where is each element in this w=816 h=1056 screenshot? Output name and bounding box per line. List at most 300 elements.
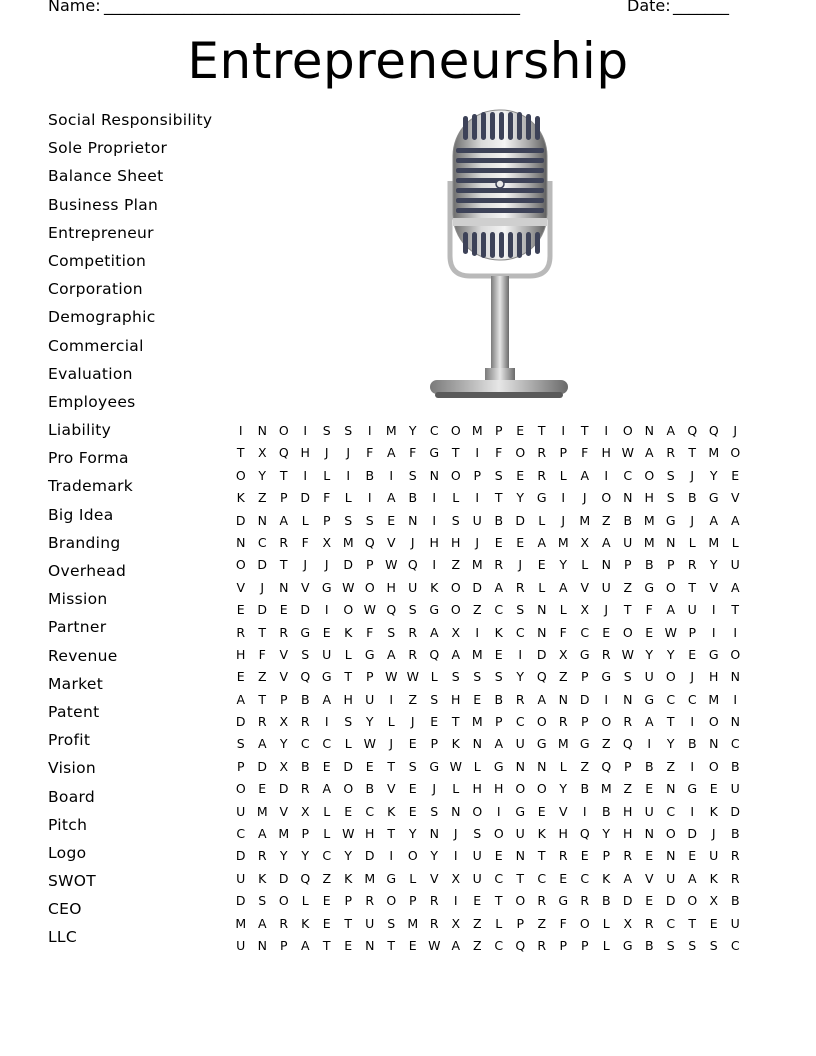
word-list-item: LLC bbox=[48, 928, 77, 947]
word-list-item: Commercial bbox=[48, 336, 144, 355]
grid-letter: T bbox=[623, 602, 632, 618]
grid-letter: Y bbox=[602, 826, 611, 842]
grid-letter: K bbox=[709, 870, 718, 886]
grid-row bbox=[230, 533, 746, 555]
grid-letter: M bbox=[235, 915, 247, 931]
grid-letter: I bbox=[647, 736, 652, 752]
grid-letter: V bbox=[279, 669, 289, 685]
grid-letter: L bbox=[344, 646, 352, 662]
grid-letter: N bbox=[666, 848, 676, 864]
grid-letter: A bbox=[429, 624, 439, 640]
grid-letter: G bbox=[429, 445, 440, 461]
grid-letter: I bbox=[733, 624, 738, 640]
grid-letter: F bbox=[581, 445, 589, 461]
grid-letter: S bbox=[473, 826, 482, 842]
grid-letter: W bbox=[621, 445, 634, 461]
grid-letter: X bbox=[300, 803, 310, 819]
grid-letter: G bbox=[687, 781, 698, 797]
grid-letter: D bbox=[235, 512, 246, 528]
grid-letter: X bbox=[322, 534, 332, 550]
grid-letter: R bbox=[365, 893, 375, 909]
grid-letter: K bbox=[602, 870, 611, 886]
grid-letter: L bbox=[559, 602, 567, 618]
grid-letter: E bbox=[473, 893, 482, 909]
grid-letter: C bbox=[666, 915, 676, 931]
grid-letter: X bbox=[451, 915, 461, 931]
grid-letter: L bbox=[344, 490, 352, 506]
grid-letter: I bbox=[475, 490, 480, 506]
grid-letter: V bbox=[709, 579, 719, 595]
grid-letter: O bbox=[665, 579, 676, 595]
grid-letter: F bbox=[323, 490, 331, 506]
grid-letter: C bbox=[580, 870, 590, 886]
grid-letter: E bbox=[344, 803, 353, 819]
grid-letter: T bbox=[688, 915, 697, 931]
grid-letter: R bbox=[558, 848, 568, 864]
word-list-item: Board bbox=[48, 787, 96, 806]
grid-letter: H bbox=[601, 445, 611, 461]
grid-letter: R bbox=[429, 893, 439, 909]
grid-letter: O bbox=[450, 602, 461, 618]
grid-letter: V bbox=[279, 646, 289, 662]
grid-letter: I bbox=[303, 423, 308, 438]
grid-row bbox=[230, 757, 746, 779]
grid-letter: L bbox=[323, 826, 331, 842]
grid-letter: A bbox=[730, 512, 740, 528]
grid-letter: I bbox=[561, 490, 566, 506]
grid-letter: E bbox=[473, 691, 482, 707]
grid-letter: Z bbox=[257, 490, 267, 506]
grid-letter: U bbox=[365, 691, 375, 707]
grid-letter: D bbox=[300, 490, 311, 506]
grid-letter: D bbox=[364, 848, 375, 864]
grid-letter: X bbox=[451, 870, 461, 886]
grid-letter: B bbox=[494, 512, 504, 528]
grid-letter: Y bbox=[645, 646, 654, 662]
grid-letter: L bbox=[559, 467, 567, 483]
grid-letter: I bbox=[475, 445, 480, 461]
grid-letter: R bbox=[623, 848, 633, 864]
grid-letter: O bbox=[515, 445, 526, 461]
grid-letter: H bbox=[451, 534, 461, 550]
grid-letter: M bbox=[708, 691, 720, 707]
grid-letter: G bbox=[536, 490, 547, 506]
grid-letter: E bbox=[236, 602, 245, 618]
grid-letter: U bbox=[730, 557, 740, 573]
grid-letter: S bbox=[430, 691, 439, 707]
grid-letter: G bbox=[321, 669, 332, 685]
grid-letter: N bbox=[558, 691, 568, 707]
grid-letter: I bbox=[711, 602, 716, 618]
grid-letter: S bbox=[494, 467, 503, 483]
grid-letter: B bbox=[300, 691, 310, 707]
grid-letter: T bbox=[516, 870, 525, 886]
grid-letter: I bbox=[582, 803, 587, 819]
word-list-item: Trademark bbox=[48, 477, 134, 496]
grid-letter: F bbox=[366, 445, 374, 461]
grid-letter: E bbox=[709, 915, 718, 931]
grid-letter: I bbox=[604, 691, 609, 707]
grid-letter: O bbox=[343, 602, 354, 618]
grid-letter: D bbox=[235, 848, 246, 864]
grid-letter: I bbox=[346, 467, 351, 483]
grid-letter: M bbox=[278, 826, 290, 842]
grid-letter: L bbox=[538, 512, 546, 528]
grid-letter: X bbox=[279, 758, 289, 774]
grid-letter: T bbox=[666, 714, 675, 730]
grid-letter: S bbox=[408, 602, 417, 618]
grid-letter: R bbox=[515, 579, 525, 595]
grid-letter: U bbox=[601, 579, 611, 595]
grid-letter: W bbox=[449, 758, 462, 774]
grid-letter: N bbox=[279, 579, 289, 595]
grid-row bbox=[230, 578, 746, 600]
grid-letter: R bbox=[666, 445, 676, 461]
grid-letter: O bbox=[235, 557, 246, 573]
grid-letter: R bbox=[257, 714, 267, 730]
grid-letter: Z bbox=[623, 579, 633, 595]
grid-letter: S bbox=[430, 803, 439, 819]
grid-letter: Q bbox=[708, 423, 719, 438]
grid-letter: H bbox=[429, 534, 439, 550]
grid-letter: A bbox=[709, 512, 719, 528]
grid-letter: E bbox=[408, 803, 417, 819]
grid-letter: R bbox=[300, 781, 310, 797]
grid-row bbox=[230, 421, 746, 443]
grid-letter: W bbox=[385, 669, 398, 685]
grid-letter: X bbox=[709, 893, 719, 909]
grid-letter: Q bbox=[622, 736, 633, 752]
grid-letter: R bbox=[730, 870, 740, 886]
word-list-item: Sole Proprietor bbox=[48, 139, 168, 158]
grid-letter: M bbox=[256, 803, 268, 819]
grid-letter: G bbox=[300, 624, 311, 640]
grid-letter: F bbox=[645, 602, 653, 618]
grid-letter: P bbox=[580, 714, 589, 730]
grid-letter: C bbox=[322, 736, 332, 752]
grid-letter: T bbox=[258, 624, 267, 640]
grid-letter: J bbox=[733, 423, 738, 438]
grid-letter: J bbox=[518, 557, 523, 573]
grid-letter: L bbox=[602, 915, 610, 931]
grid-letter: D bbox=[235, 714, 246, 730]
grid-letter: U bbox=[730, 915, 740, 931]
grid-letter: A bbox=[687, 870, 697, 886]
grid-letter: F bbox=[258, 646, 266, 662]
grid-letter: L bbox=[538, 579, 546, 595]
grid-letter: H bbox=[709, 669, 719, 685]
grid-letter: O bbox=[364, 579, 375, 595]
grid-letter: W bbox=[363, 602, 376, 618]
grid-letter: B bbox=[601, 803, 611, 819]
grid-letter: D bbox=[622, 893, 633, 909]
grid-letter: O bbox=[472, 803, 483, 819]
grid-letter: S bbox=[666, 467, 675, 483]
grid-letter: N bbox=[408, 512, 418, 528]
grid-letter: K bbox=[494, 624, 503, 640]
grid-letter: I bbox=[561, 423, 566, 438]
word-list-item: Profit bbox=[48, 731, 91, 750]
grid-letter: E bbox=[279, 602, 288, 618]
grid-letter: O bbox=[730, 646, 741, 662]
grid-letter: E bbox=[408, 937, 417, 953]
grid-letter: Y bbox=[666, 646, 675, 662]
grid-letter: B bbox=[580, 781, 590, 797]
grid-letter: A bbox=[279, 512, 289, 528]
grid-letter: S bbox=[473, 669, 482, 685]
grid-letter: R bbox=[687, 557, 697, 573]
grid-letter: C bbox=[494, 937, 504, 953]
grid-letter: M bbox=[557, 534, 569, 550]
grid-letter: E bbox=[236, 669, 245, 685]
grid-letter: J bbox=[582, 490, 587, 506]
grid-letter: U bbox=[236, 803, 246, 819]
word-list-item: Social Responsibility bbox=[48, 111, 213, 129]
grid-letter: J bbox=[690, 669, 695, 685]
grid-letter: X bbox=[257, 445, 267, 461]
grid-row bbox=[230, 869, 746, 891]
grid-letter: X bbox=[279, 714, 289, 730]
grid-letter: O bbox=[708, 714, 719, 730]
grid-letter: E bbox=[559, 870, 568, 886]
grid-letter: Z bbox=[257, 669, 267, 685]
grid-letter: J bbox=[303, 557, 308, 573]
grid-letter: U bbox=[472, 848, 482, 864]
grid-letter: O bbox=[665, 669, 676, 685]
grid-letter: W bbox=[342, 579, 355, 595]
grid-letter: M bbox=[579, 512, 591, 528]
grid-letter: P bbox=[301, 826, 310, 842]
grid-letter: O bbox=[278, 423, 289, 438]
grid-letter: G bbox=[364, 646, 375, 662]
grid-letter: K bbox=[344, 870, 353, 886]
grid-letter: S bbox=[494, 669, 503, 685]
grid-letter: D bbox=[730, 803, 741, 819]
grid-letter: U bbox=[322, 646, 332, 662]
grid-letter: G bbox=[429, 758, 440, 774]
grid-letter: D bbox=[278, 870, 289, 886]
grid-letter: N bbox=[666, 781, 676, 797]
grid-letter: N bbox=[537, 624, 547, 640]
word-list-item: Overhead bbox=[48, 562, 127, 580]
grid-letter: Y bbox=[559, 781, 568, 797]
word-list-item: Big Idea bbox=[48, 505, 114, 524]
grid-letter: O bbox=[644, 467, 655, 483]
grid-letter: Y bbox=[279, 736, 288, 752]
grid-letter: P bbox=[322, 512, 331, 528]
grid-letter: T bbox=[236, 445, 245, 461]
grid-letter: H bbox=[365, 826, 375, 842]
grid-letter: P bbox=[602, 848, 611, 864]
grid-letter: B bbox=[644, 937, 654, 953]
grid-letter: O bbox=[450, 423, 461, 438]
grid-letter: M bbox=[643, 512, 655, 528]
grid-letter: D bbox=[257, 758, 268, 774]
grid-letter: I bbox=[389, 848, 394, 864]
grid-letter: E bbox=[430, 714, 439, 730]
grid-letter: A bbox=[386, 646, 396, 662]
grid-letter: C bbox=[236, 826, 246, 842]
grid-letter: I bbox=[238, 423, 243, 438]
grid-letter: R bbox=[408, 624, 418, 640]
name-label: Name: bbox=[48, 0, 101, 15]
grid-letter: N bbox=[451, 803, 461, 819]
grid-letter: A bbox=[666, 602, 676, 618]
grid-letter: P bbox=[365, 669, 374, 685]
word-list-item: Corporation bbox=[48, 280, 143, 299]
grid-letter: Q bbox=[536, 669, 547, 685]
grid-letter: O bbox=[450, 467, 461, 483]
grid-letter: E bbox=[494, 646, 503, 662]
grid-letter: V bbox=[279, 803, 289, 819]
grid-row bbox=[230, 623, 746, 645]
grid-letter: F bbox=[301, 534, 309, 550]
grid-letter: A bbox=[623, 870, 633, 886]
grid-letter: I bbox=[324, 714, 329, 730]
grid-letter: S bbox=[408, 758, 417, 774]
grid-letter: K bbox=[301, 915, 310, 931]
grid-letter: Z bbox=[472, 937, 482, 953]
grid-letter: I bbox=[496, 803, 501, 819]
grid-letter: G bbox=[515, 803, 526, 819]
grid-letter: J bbox=[690, 512, 695, 528]
grid-letter: O bbox=[536, 714, 547, 730]
word-list-item: CEO bbox=[48, 900, 82, 919]
grid-letter: G bbox=[622, 937, 633, 953]
grid-letter: Y bbox=[559, 557, 568, 573]
date-label: Date: bbox=[627, 0, 671, 15]
microphone-icon bbox=[425, 106, 575, 406]
grid-letter: U bbox=[515, 736, 525, 752]
grid-row bbox=[230, 690, 746, 712]
grid-letter: R bbox=[558, 714, 568, 730]
grid-letter: V bbox=[300, 579, 310, 595]
grid-letter: D bbox=[343, 557, 354, 573]
grid-letter: N bbox=[623, 490, 633, 506]
grid-letter: G bbox=[429, 602, 440, 618]
grid-letter: A bbox=[257, 826, 267, 842]
grid-letter: L bbox=[688, 534, 696, 550]
grid-row bbox=[230, 712, 746, 734]
grid-letter: G bbox=[536, 736, 547, 752]
grid-letter: E bbox=[688, 646, 697, 662]
grid-letter: Z bbox=[558, 669, 568, 685]
grid-letter: P bbox=[408, 893, 417, 909]
grid-letter: R bbox=[580, 893, 590, 909]
grid-letter: D bbox=[579, 691, 590, 707]
grid-letter: P bbox=[623, 557, 632, 573]
grid-letter: E bbox=[516, 534, 525, 550]
grid-letter: S bbox=[258, 893, 267, 909]
grid-letter: U bbox=[472, 870, 482, 886]
grid-letter: M bbox=[471, 557, 483, 573]
grid-letter: N bbox=[257, 512, 267, 528]
grid-letter: Y bbox=[516, 669, 525, 685]
grid-letter: S bbox=[516, 602, 525, 618]
grid-letter: E bbox=[580, 848, 589, 864]
grid-letter: Q bbox=[515, 937, 526, 953]
grid-letter: T bbox=[258, 691, 267, 707]
grid-letter: U bbox=[365, 915, 375, 931]
grid-letter: P bbox=[516, 915, 525, 931]
grid-letter: R bbox=[537, 937, 547, 953]
grid-letter: N bbox=[257, 423, 267, 438]
grid-letter: C bbox=[580, 624, 590, 640]
grid-letter: I bbox=[367, 423, 372, 438]
word-list-item: Liability bbox=[48, 421, 112, 440]
grid-letter: D bbox=[257, 557, 268, 573]
grid-letter: Y bbox=[258, 467, 267, 483]
grid-letter: I bbox=[690, 714, 695, 730]
grid-letter: K bbox=[709, 803, 718, 819]
grid-letter: K bbox=[258, 870, 267, 886]
word-list-item: Entrepreneur bbox=[48, 223, 154, 242]
grid-letter: N bbox=[623, 691, 633, 707]
grid-letter: F bbox=[366, 624, 374, 640]
grid-letter: L bbox=[731, 534, 739, 550]
grid-letter: O bbox=[536, 781, 547, 797]
grid-letter: Y bbox=[408, 423, 417, 438]
grid-letter: E bbox=[645, 781, 654, 797]
grid-letter: Y bbox=[709, 467, 718, 483]
grid-letter: V bbox=[644, 870, 654, 886]
grid-letter: B bbox=[644, 758, 654, 774]
grid-letter: L bbox=[495, 915, 503, 931]
grid-letter: P bbox=[344, 893, 353, 909]
grid-letter: C bbox=[322, 848, 332, 864]
word-list-item: Business Plan bbox=[48, 195, 159, 214]
grid-letter: E bbox=[322, 893, 331, 909]
grid-letter: H bbox=[558, 826, 568, 842]
grid-letter: O bbox=[515, 781, 526, 797]
grid-letter: N bbox=[515, 758, 525, 774]
grid-letter: W bbox=[363, 736, 376, 752]
grid-letter: M bbox=[600, 781, 612, 797]
grid-letter: A bbox=[494, 736, 504, 752]
grid-letter: D bbox=[515, 512, 526, 528]
grid-letter: M bbox=[342, 534, 354, 550]
grid-letter: T bbox=[537, 423, 546, 438]
grid-letter: G bbox=[321, 579, 332, 595]
grid-letter: O bbox=[579, 915, 590, 931]
grid-row bbox=[230, 488, 746, 510]
grid-letter: S bbox=[451, 669, 460, 685]
word-list-item: Logo bbox=[48, 843, 87, 862]
grid-letter: N bbox=[644, 826, 654, 842]
grid-letter: O bbox=[235, 467, 246, 483]
grid-letter: W bbox=[342, 826, 355, 842]
grid-letter: M bbox=[471, 423, 483, 438]
grid-letter: K bbox=[387, 803, 396, 819]
grid-letter: T bbox=[688, 579, 697, 595]
grid-row bbox=[230, 824, 746, 846]
grid-letter: E bbox=[537, 803, 546, 819]
grid-letter: R bbox=[236, 624, 246, 640]
grid-letter: R bbox=[537, 445, 547, 461]
grid-letter: O bbox=[386, 893, 397, 909]
grid-letter: L bbox=[301, 893, 309, 909]
grid-letter: R bbox=[623, 714, 633, 730]
grid-letter: G bbox=[708, 490, 719, 506]
grid-letter: R bbox=[537, 467, 547, 483]
grid-letter: L bbox=[323, 803, 331, 819]
grid-letter: N bbox=[236, 534, 246, 550]
grid-letter: P bbox=[666, 557, 675, 573]
grid-letter: R bbox=[279, 915, 289, 931]
grid-letter: S bbox=[387, 915, 396, 931]
grid-letter: C bbox=[730, 736, 740, 752]
grid-letter: S bbox=[344, 714, 353, 730]
